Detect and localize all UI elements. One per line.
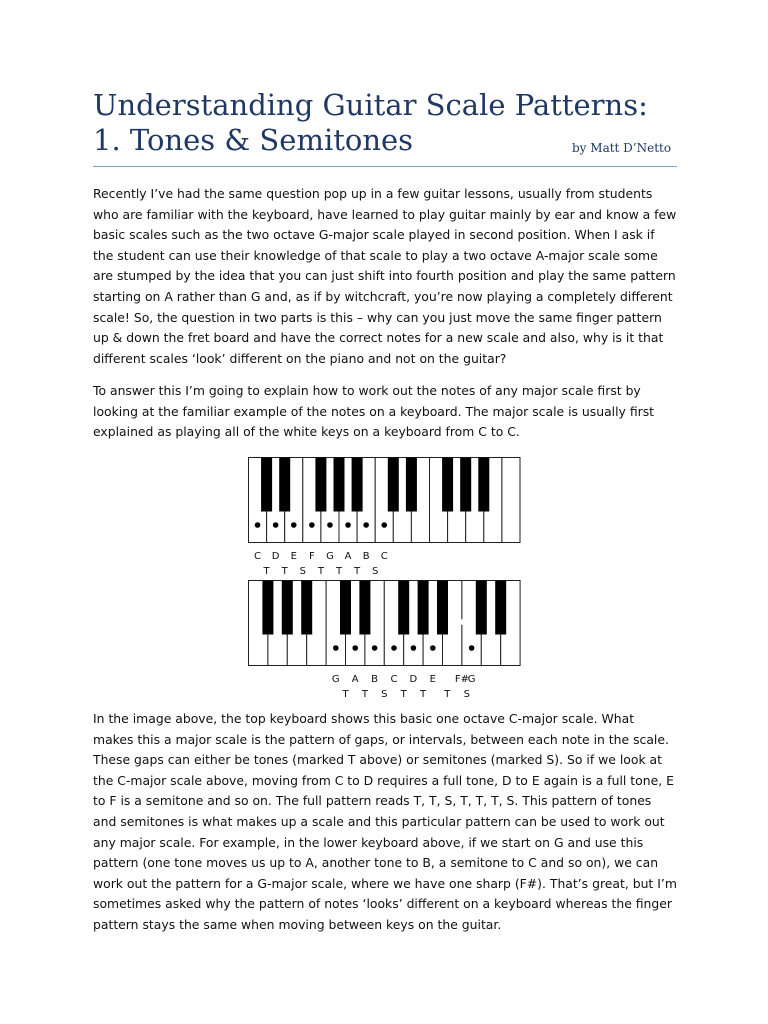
note-label: A: [344, 551, 352, 562]
note-label: C: [254, 551, 262, 562]
scale-note-dot: [391, 645, 397, 651]
interval-label: T: [342, 689, 349, 700]
black-key: [340, 581, 351, 635]
white-key: [502, 458, 520, 543]
black-key: [442, 458, 453, 512]
black-key: [437, 581, 448, 635]
interval-label: S: [381, 689, 388, 700]
black-key: [359, 581, 370, 635]
black-key: [282, 581, 293, 635]
interval-label: S: [372, 566, 379, 577]
interval-label: T: [444, 689, 451, 700]
note-label: C: [380, 551, 388, 562]
note-label: A: [351, 674, 359, 685]
scale-note-dot: [363, 522, 369, 528]
note-label: G: [467, 674, 476, 685]
interval-label: T: [281, 566, 288, 577]
scale-note-dot: [309, 522, 315, 528]
black-key: [262, 581, 273, 635]
black-key: [406, 458, 417, 512]
black-key: [352, 458, 363, 512]
scale-note-dot: [352, 645, 358, 651]
black-key: [334, 458, 345, 512]
note-label: B: [362, 551, 370, 562]
black-key: [478, 458, 489, 512]
black-key: [418, 581, 429, 635]
paragraph-intro: Recently I’ve had the same question pop up in a few guitar lessons, usually from students who are familiar with the keyboard, have learned to play guitar mainly by ear and know a few basic scales such as the two octave G-major scale played in second position. When I ask if the student can use their knowledge of that scale to play a two octave A-major scale some are stumped by the idea that you can just shift into fourth position and play the same pattern starting on A rather than G and, as if by witchcraft, you’re now playing a completely different scale! So, the question in two parts is this – why can you just move the same finger pattern up & down the fret board and have the correct notes for a new scale and also, why is it that different scales ‘look’ different on the piano and not on the guitar?: [93, 186, 677, 366]
note-label: F#: [454, 674, 469, 685]
note-label: E: [290, 551, 297, 562]
scale-note-dot: [327, 522, 333, 528]
scale-note-dot: [469, 645, 475, 651]
interval-label: T: [400, 689, 407, 700]
interval-label: T: [317, 566, 324, 577]
note-label: B: [371, 674, 379, 685]
black-key: [460, 458, 471, 512]
interval-label: T: [354, 566, 361, 577]
interval-label: T: [263, 566, 270, 577]
black-key: [261, 458, 272, 512]
interval-label: T: [420, 689, 427, 700]
scale-note-dot: [381, 522, 387, 528]
black-key: [398, 581, 409, 635]
interval-label: S: [463, 689, 470, 700]
scale-note-dot: [333, 645, 339, 651]
byline: by Matt D’Netto: [572, 141, 672, 155]
black-key: [476, 581, 487, 635]
note-label: E: [429, 674, 436, 685]
note-label: D: [409, 674, 418, 685]
keyboard-c-major-diagram: [248, 457, 520, 577]
scale-note-dot: [345, 522, 351, 528]
paragraph-explain: To answer this I’m going to explain how to work out the notes of any major scale first by looking at the familiar example of the notes on a keyboard. The major scale is usually first explained as playing all of the white keys on a keyboard from C to C.: [93, 383, 655, 440]
black-key: [301, 581, 312, 635]
keyboard-g-major-diagram: [248, 580, 520, 700]
scale-note-dot: [255, 522, 261, 528]
interval-label: T: [335, 566, 343, 577]
scale-note-dot: [273, 522, 279, 528]
note-label: C: [390, 674, 398, 685]
note-label: D: [271, 551, 280, 562]
interval-label: S: [299, 566, 306, 577]
note-label: F: [308, 551, 315, 562]
black-key: [279, 458, 290, 512]
scale-note-dot: [372, 645, 378, 651]
black-key: [388, 458, 399, 512]
scale-note-dot: [430, 645, 436, 651]
paragraph-discussion: In the image above, the top keyboard shows this basic one octave C-major scale. What makes this a major scale is the pattern of gaps, or intervals, between each note in the scale. These gaps can either be tones (marked T above) or semitones (marked S). So if we look at the C-major scale above, moving from C to D requires a full tone, D to E again is a full tone, E to F is a semitone and so on. The full pattern reads T, T, S, T, T, T, S. This pattern of tones and semitones is what makes up a scale and this particular pattern can be used to work out any major scale. For example, in the lower keyboard above, if we start on G and use this pattern (one tone moves us up to A, another tone to B, a semitone to C and so on), we can work out the pattern for a G-major scale, where we have one sharp (F#). That’s great, but I’m sometimes asked why the pattern of notes ‘looks’ different on a keyboard whereas the finger pattern stays the same when moving between keys on the guitar.: [93, 711, 677, 932]
interval-label: T: [361, 689, 368, 700]
title-line-2: 1. Tones & Semitones: [93, 123, 414, 157]
scale-note-dot: [291, 522, 297, 528]
scale-note-dot-sharp: [459, 619, 465, 625]
note-label: G: [326, 551, 334, 562]
title-rule: [93, 166, 677, 167]
title-line-1: Understanding Guitar Scale Patterns:: [93, 88, 648, 122]
black-key: [315, 458, 326, 512]
black-key: [495, 581, 506, 635]
scale-note-dot: [411, 645, 417, 651]
note-label: G: [331, 674, 340, 685]
